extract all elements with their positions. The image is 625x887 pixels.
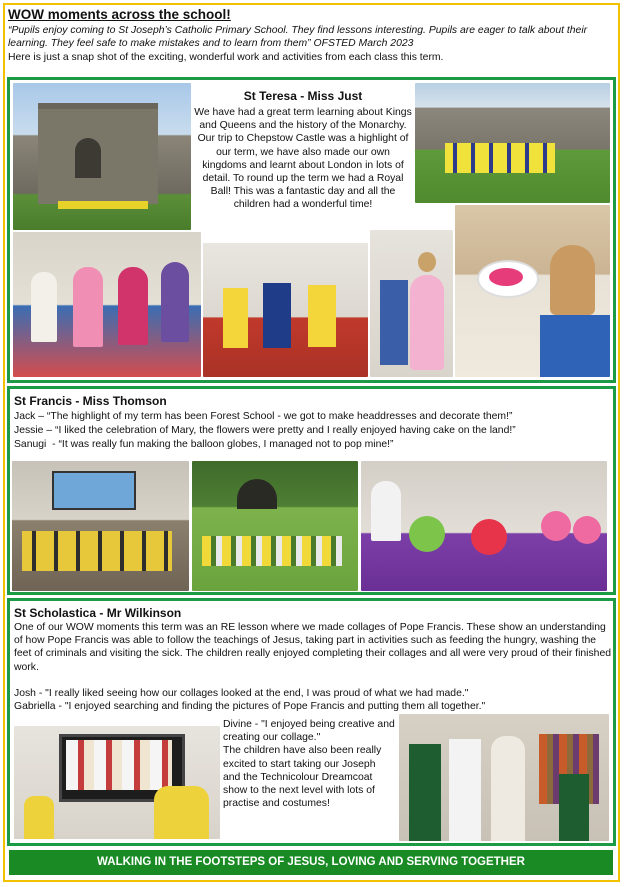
page-title: WOW moments across the school! bbox=[8, 7, 231, 22]
photo-princess-dress bbox=[370, 230, 453, 377]
section-st-scholastica bbox=[7, 598, 616, 846]
ofsted-quote: “Pupils enjoy coming to St Joseph’s Catholic Primary School. They find lessons interesting. Pupils are eager to talk about their learning. They feel safe to make mistakes and to learn from them” OFSTED March 2023 bbox=[8, 25, 588, 49]
scholastica-joseph-text: The children have also been really excited to start taking our Joseph and the Technicolour Dreamcoat show to the next level with lots of practise and costumes! bbox=[223, 745, 382, 810]
st-scholastica-title: St Scholastica - Mr Wilkinson bbox=[14, 606, 182, 620]
section-st-francis bbox=[7, 386, 616, 595]
francis-quote-jack: Jack – “The highlight of my term has been Forest School - we got to make headdresses and decorate them!” bbox=[14, 411, 513, 422]
photo-forest-school bbox=[192, 461, 358, 591]
photo-classroom-hall bbox=[12, 461, 189, 591]
st-teresa-body: We have had a great term learning about Kings and Queens and the history of the Monarchy. Our trip to Chepstow Castle was a highlight of our term, we have also made our own kingdoms and learnt about London in lots of detail. To round up the term we had a Royal Ball! This was a fantastic day and all the children had a wonderful time! bbox=[194, 107, 412, 211]
st-teresa-text bbox=[193, 83, 413, 212]
school-motto-banner: WALKING IN THE FOOTSTEPS OF JESUS, LOVING AND SERVING TOGETHER bbox=[9, 850, 613, 875]
photo-chepstow-castle bbox=[13, 83, 191, 230]
photo-castle-trip-group bbox=[415, 83, 610, 203]
scholastica-quote-divine: Divine - "I enjoyed being creative and creating our collage." bbox=[223, 719, 395, 744]
photo-pope-francis-collage bbox=[14, 726, 220, 839]
photo-balloon-globes bbox=[361, 461, 607, 591]
newsletter-header bbox=[8, 6, 616, 64]
st-teresa-title: St Teresa - Miss Just bbox=[243, 89, 363, 103]
scholastica-quote-josh: Josh - "I really liked seeing how our collages looked at the end, I was proud of what we had made." bbox=[14, 688, 469, 699]
photo-royal-ball-costumes bbox=[13, 232, 201, 377]
photo-joseph-costumes bbox=[399, 714, 609, 841]
scholastica-side-text bbox=[223, 718, 395, 810]
photo-royal-ball-hallway bbox=[203, 243, 368, 377]
photo-pink-bowl-activity bbox=[455, 205, 610, 377]
st-francis-title: St Francis - Miss Thomson bbox=[14, 394, 167, 408]
francis-quote-sanugi: Sanugi - “It was really fun making the balloon globes, I managed not to pop mine!” bbox=[14, 439, 394, 450]
intro-text: Here is just a snap shot of the exciting, wonderful work and activities from each class this term. bbox=[8, 52, 444, 63]
francis-quote-jessie: Jessie – “I liked the celebration of Mary, the flowers were pretty and I really enjoyed having cake on the land!” bbox=[14, 425, 516, 436]
section-st-teresa bbox=[7, 77, 616, 383]
scholastica-quote-gabriella: Gabriella - "I enjoyed searching and finding the pictures of Pope Francis and putting them all together." bbox=[14, 701, 486, 712]
scholastica-body: One of our WOW moments this term was an RE lesson where we made collages of Pope Francis. These show an understanding of how Pope Francis was able to follow the teachings of Jesus, taking part in activities such as feeding the hungry, washing the feet of criminals and visiting the sick. The children really enjoyed completing their collages and all were very proud of their finished work. bbox=[14, 622, 611, 673]
